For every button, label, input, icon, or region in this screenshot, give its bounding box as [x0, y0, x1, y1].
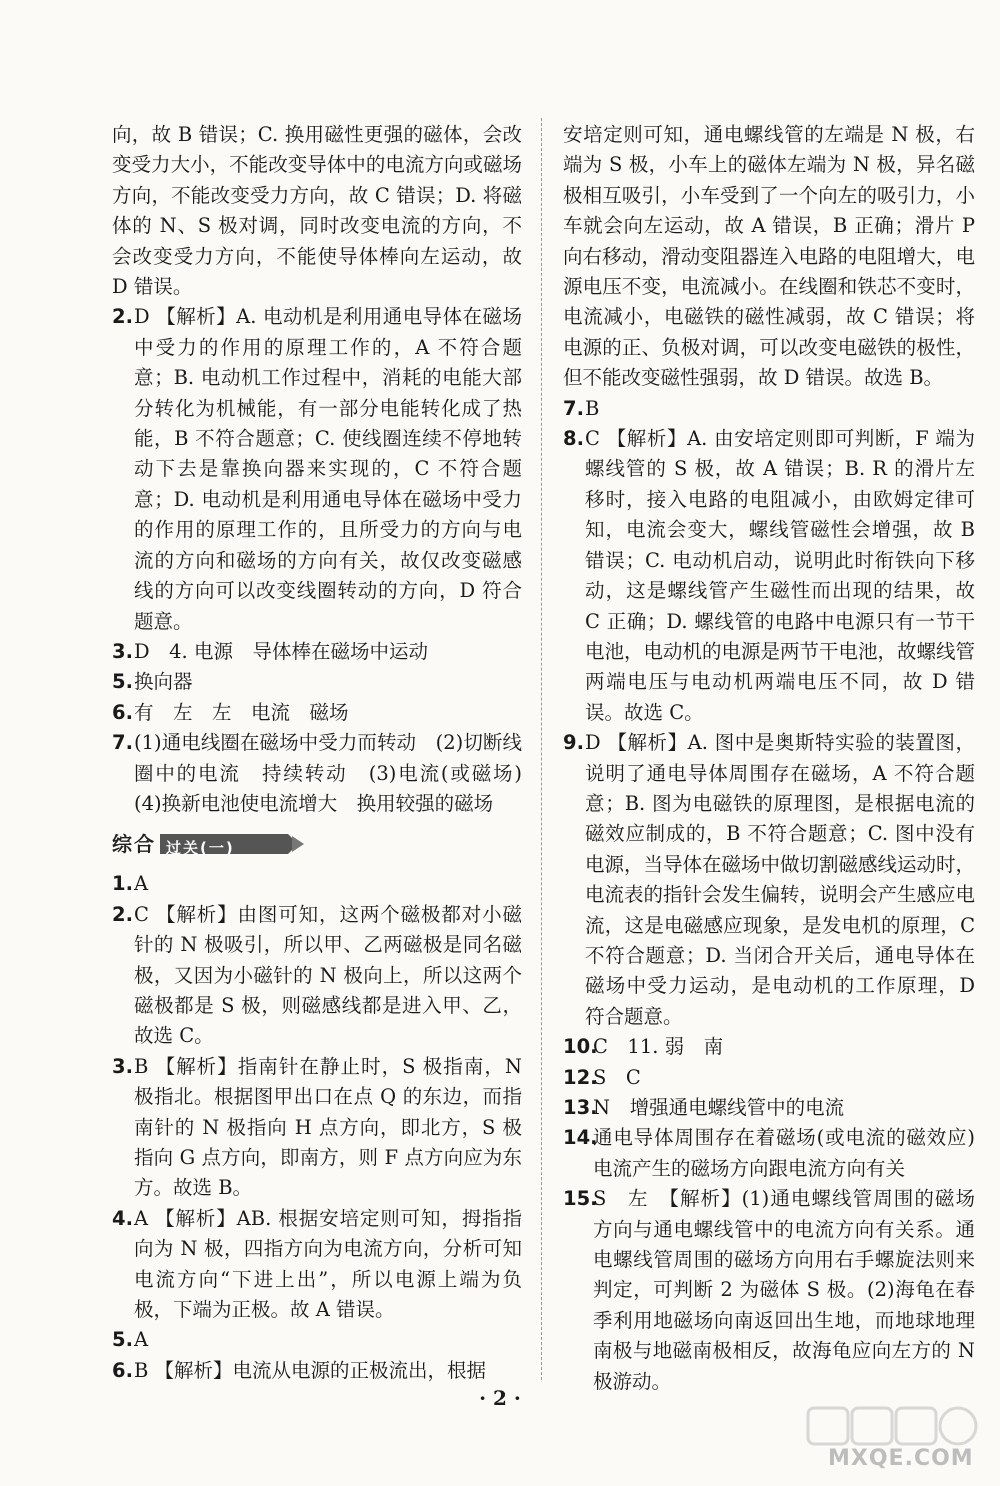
item-number: 5.	[112, 670, 133, 694]
item-text: C 【解析】A. 由安培定则即可判断，F 端为螺线管的 S 极，故 A 错误；B. R 的滑片左移时，接入电路的电阻减小，由欧姆定律可知，电流会变大，螺线管磁性会增强，故 B 错误；C. 电动机启动，说明此时衔铁向下移动，这是螺线管产生磁性而出现的结果，故 C 正确；D. 螺线管的电路中电源只有一节干电池，电动机的电源是两节干电池，故螺线管两端电压与电动机两端电压不同，故 D 错误。故选 C。	[585, 427, 976, 724]
item-number: 8.	[563, 427, 584, 451]
column-divider	[541, 118, 542, 1380]
left-continuation-paragraph: 向，故 B 错误；C. 换用磁性更强的磁体，会改变受力大小，不能改变导体中的电流方向或磁场方向，不能改变受力方向，故 C 错误；D. 将磁体的 N、S 极对调，同时改变电流的方向，不会改变受力方向，不能使导体棒向左运动，故 D 错误。	[112, 123, 522, 299]
answer-item	[563, 1184, 975, 1397]
answer-item	[112, 1356, 522, 1386]
item-text: B	[585, 396, 600, 420]
item-number: 6.	[112, 700, 133, 724]
answer-item	[563, 728, 975, 1032]
answer-item	[112, 698, 522, 728]
item-number: 6.	[112, 1358, 133, 1382]
answer-item	[112, 900, 522, 1052]
item-text: 有 左 左 电流 磁场	[134, 700, 349, 724]
section-subtitle: 过关(一)	[166, 839, 235, 858]
item-number: 12.	[563, 1065, 598, 1089]
item-number: 13.	[563, 1096, 598, 1119]
section-header	[112, 825, 522, 865]
watermark-logo-icon	[806, 1402, 982, 1450]
answer-item	[112, 869, 522, 899]
item-number: 9.	[563, 731, 584, 755]
item-number: 15.	[563, 1187, 598, 1211]
item-number: 7.	[112, 731, 133, 755]
page-number: · 2 ·	[479, 1386, 521, 1410]
answer-item	[112, 1052, 522, 1204]
answer-item	[112, 728, 542, 819]
item-text: B 【解析】电流从电源的正极流出，根据	[134, 1358, 487, 1382]
item-text: A 【解析】AB. 根据安培定则可知，拇指指向为 N 极，四指方向为电流方向，分析可知电流方向“下进上出”，所以电源上端为负极，下端为正极。故 A 错误。	[134, 1206, 522, 1322]
item-text: A	[134, 1328, 149, 1352]
item-text: S C	[593, 1065, 641, 1089]
item-text: B 【解析】指南针在静止时，S 极指南，N 极指北。根据图甲出口在点 Q 的东边，而指南针的 N 极指向 H 点方向，即北方，S 极指向 G 点方向，即南方，则 F 点方向应为东方。故选 B。	[134, 1054, 522, 1200]
item-text: 通电导体周围存在着磁场(或电流的磁效应) 电流产生的磁场方向跟电流方向有关	[593, 1126, 995, 1180]
right-continuation-paragraph: 安培定则可知，通电螺线管的左端是 N 极，右端为 S 极，小车上的磁体左端为 N 极，异名磁极相互吸引，小车受到了一个向左的吸引力，小车就会向左运动，故 A 错误，B 正确；滑片 P 向右移动，滑动变阻器连入电路的电阻增大，电源电压不变，电流减小。在线圈和铁芯不变时，电流减小，电磁铁的磁性减弱，故 C 错误；将电源的正、负极对调，可以改变电磁铁的极性，但不能改变磁性强弱，故 D 错误。故选 B。	[563, 123, 975, 390]
item-number: 2.	[112, 902, 133, 926]
answer-item	[563, 424, 975, 728]
answer-item	[112, 1325, 522, 1355]
answer-item	[112, 667, 522, 697]
left-column	[112, 120, 542, 1386]
item-number: 7.	[563, 396, 584, 420]
item-number: 4.	[112, 1206, 133, 1230]
item-text: S 左 【解析】(1)通电螺线管周围的磁场方向与通电螺线管中的电流方向有关系。通电螺线管周围的磁场方向用右手螺旋法则来判定，可判断 2 为磁体 S 极。(2)海龟在春季利用地磁场向南返回出生地，而地球地理南极与地磁南极相反，故海龟应向左方的 N 极游动。	[593, 1187, 975, 1393]
answer-item	[563, 1032, 975, 1062]
answer-item	[563, 394, 975, 424]
item-text: N 增强通电螺线管中的电流	[593, 1096, 845, 1119]
item-number: 14.	[563, 1126, 598, 1150]
answer-item	[563, 1063, 975, 1093]
answer-item	[112, 302, 522, 636]
item-number: 10.	[563, 1035, 598, 1059]
answer-item	[112, 1204, 522, 1326]
answer-item	[563, 1123, 995, 1184]
watermark-text: MXQE.COM	[828, 1446, 974, 1471]
answer-item	[112, 637, 522, 667]
item-text: D 【解析】A. 电动机是利用通电导体在磁场中受力的作用的原理工作的，A 不符合题意；B. 电动机工作过程中，消耗的电能大部分转化为机械能，有一部分电能转化成了热能，B 不符合题意；C. 使线圈连续不停地转动下去是靠换向器来实现的，C 不符合题意；D. 电动机是利用通电导体在磁场中受力的作用的原理工作的，且所受力的方向与电流的方向和磁场的方向有关，故仅改变磁感线的方向可以改变线圈转动的方向，D 符合题意。	[134, 305, 522, 633]
item-number: 3.	[112, 639, 133, 663]
item-text: A	[134, 872, 149, 896]
item-text: C 【解析】由图可知，这两个磁极都对小磁针的 N 极吸引，所以甲、乙两磁极是同名磁极，又因为小磁针的 N 极向上，所以这两个磁极都是 S 极，则磁感线都是进入甲、乙，故选 C。	[134, 902, 522, 1048]
item-number: 1.	[112, 872, 133, 896]
item-number: 3.	[112, 1054, 133, 1078]
section-title: 综合	[112, 832, 156, 857]
item-text: C 11. 弱 南	[593, 1035, 724, 1059]
item-number: 5.	[112, 1328, 133, 1352]
right-column	[563, 120, 995, 1397]
item-text: 换向器	[134, 670, 193, 694]
item-number: 2.	[112, 305, 133, 329]
item-text: (1)通电线圈在磁场中受力而转动 (2)切断线圈中的电流 持续转动 (3)电流(或磁场) (4)换新电池使电流增大 换用较强的磁场	[134, 731, 542, 815]
item-text: D 4. 电源 导体棒在磁场中运动	[134, 639, 428, 663]
item-text: D 【解析】A. 图中是奥斯特实验的装置图，说明了通电导体周围存在磁场，A 不符合题意；B. 图为电磁铁的原理图，是根据电流的磁效应制成的，B 不符合题意；C. 图中没有电源，当导体在磁场中做切割磁感线运动时，电流表的指针会发生偏转，说明会产生感应电流，这是电磁感应现象，是发电机的原理，C 不符合题意；D. 当闭合开关后，通电导体在磁场中受力运动，是电动机的工作原理，D 符合题意。	[585, 731, 976, 1028]
answer-item	[563, 1093, 975, 1123]
